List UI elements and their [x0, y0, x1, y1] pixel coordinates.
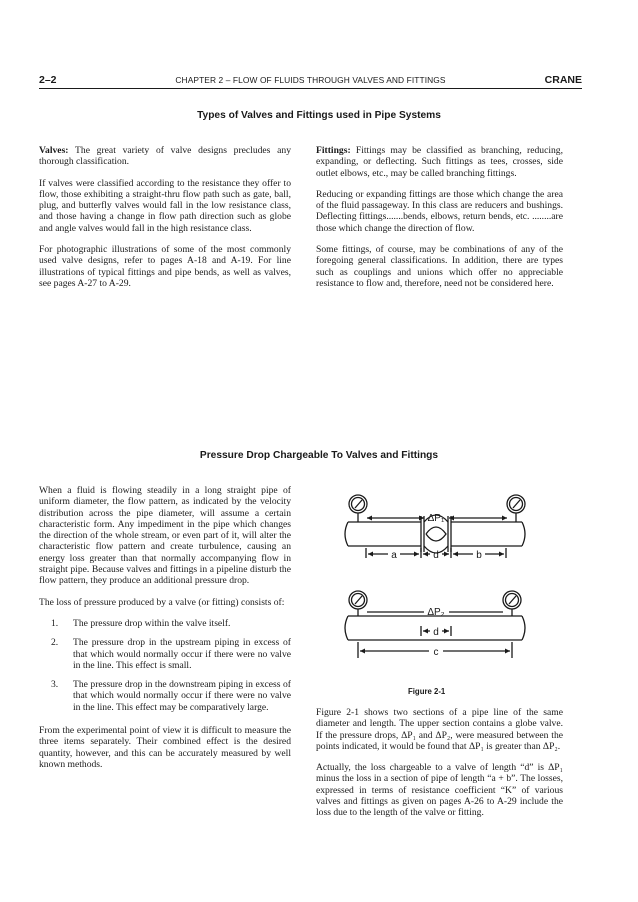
page-number: 2–2 [39, 74, 57, 86]
label-b: b [476, 550, 482, 561]
paragraph: Actually, the loss chargeable to a valve of length “d” is ΔP₁ minus the loss in a section of pipe of length “a + b”. The losses, expressed in terms of resistance coefficient “K” of various valves and fittings as given on pages A-26 to A-29 include the loss due to the length of the valve or fitting. [316, 762, 563, 819]
paragraph-text: Fittings may be classified as branching, reducing, expanding, or deflecting. Such fittings as tees, crosses, side outlet elbows, etc., may be called branching fittings. [316, 145, 563, 179]
term-valves: Valves: [39, 145, 69, 156]
section-title-types: Types of Valves and Fittings used in Pipe Systems [197, 110, 441, 121]
paragraph [39, 145, 291, 168]
label-dp2: ΔP₂ [427, 607, 445, 618]
paragraph: Reducing or expanding fittings are those which change the area of the fluid passageway. In this class are reducers and bushings. Deflecting fittings.......bends, elbows, return bends, etc. ........are those which change the direction of flow. [316, 188, 563, 234]
section1-left-column [39, 145, 291, 299]
figure-pipe-sections [336, 490, 536, 662]
section2-right-column [316, 707, 563, 829]
paragraph [316, 145, 563, 179]
term-fittings: Fittings: [316, 145, 351, 156]
label-dp1: ΔP₁ [427, 513, 445, 524]
brand-name: CRANE [544, 74, 582, 86]
section2-left-column [39, 485, 291, 780]
paragraph: The loss of pressure produced by a valve (or fitting) consists of: [39, 596, 285, 608]
paragraph: If valves were classified according to the resistance they offer to flow, those exhibiting a straight-thru flow path such as gate, ball, plug, and butterfly valves would fall in the low resistance class, and those having a change in flow path direction such as globe and angle valves would fall in the high resistance class. [39, 177, 291, 234]
paragraph: For photographic illustrations of some of the most commonly used valve designs, refer to pages A-18 and A-19. For line illustrations of typical fittings and pipe bends, as well as valves, see pages A-27 to A-29. [39, 244, 291, 289]
loss-components-list [39, 618, 291, 713]
valve-seat [426, 527, 446, 541]
chapter-title: CHAPTER 2 – FLOW OF FLUIDS THROUGH VALVES AND FITTINGS [175, 75, 446, 85]
paragraph: When a fluid is flowing steadily in a long straight pipe of uniform diameter, the flow pattern, as indicated by the velocity distribution across the pipe diameter, will assume a certain characteristic form. Any impediment in the pipe which changes the direction of the whole stream, or even part of it, will alter the characteristic flow pattern and create turbulence, causing an energy loss greater than that normally accompanying flow in straight pipe. Because valves and fittings in a pipeline disturb the flow pattern, they produce an additional pressure drop. [39, 485, 291, 587]
label-a: a [391, 550, 397, 561]
list-item: 1. The pressure drop within the valve itself. [51, 617, 231, 629]
paragraph: Some fittings, of course, may be combinations of any of the foregoing general classifications. In addition, there are types such as couplings and unions which offer no appreciable resistance to flow and, therefore, need not be considered here. [316, 244, 563, 289]
list-item: 3. The pressure drop in the downstream piping in excess of that which would normally occur if there were no valve in the line. This effect may be comparatively large. [51, 679, 291, 713]
section1-right-column [316, 145, 563, 299]
paragraph: From the experimental point of view it is difficult to measure the three items separately. Their combined effect is the desired quantity, however, and this can be accurately measured by well known methods. [39, 725, 291, 770]
header-rule [39, 88, 582, 89]
label-c: c [433, 647, 439, 658]
running-header [39, 74, 582, 88]
paragraph: Figure 2-1 shows two sections of a pipe line of the same diameter and length. The upper section contains a globe valve. If the pressure drops, ΔP₁ and ΔP₂, were measured between the points indicated, it would be found that ΔP₁ is greater than ΔP₂. [316, 707, 563, 752]
upper-pipe-ends [345, 522, 525, 546]
paragraph-text: The great variety of valve designs precludes any thorough classification. [39, 145, 291, 168]
figure-caption: Figure 2-1 [408, 687, 446, 696]
section-title-pressure-drop: Pressure Drop Chargeable To Valves and Fittings [199, 450, 439, 461]
upper-pipe-wall [348, 522, 522, 546]
label-d-lower: d [433, 627, 439, 638]
list-item: 2. The pressure drop in the upstream piping in excess of that which would normally occur if there were no valve in the line. This effect is small. [51, 637, 291, 671]
label-d: d [433, 550, 439, 561]
